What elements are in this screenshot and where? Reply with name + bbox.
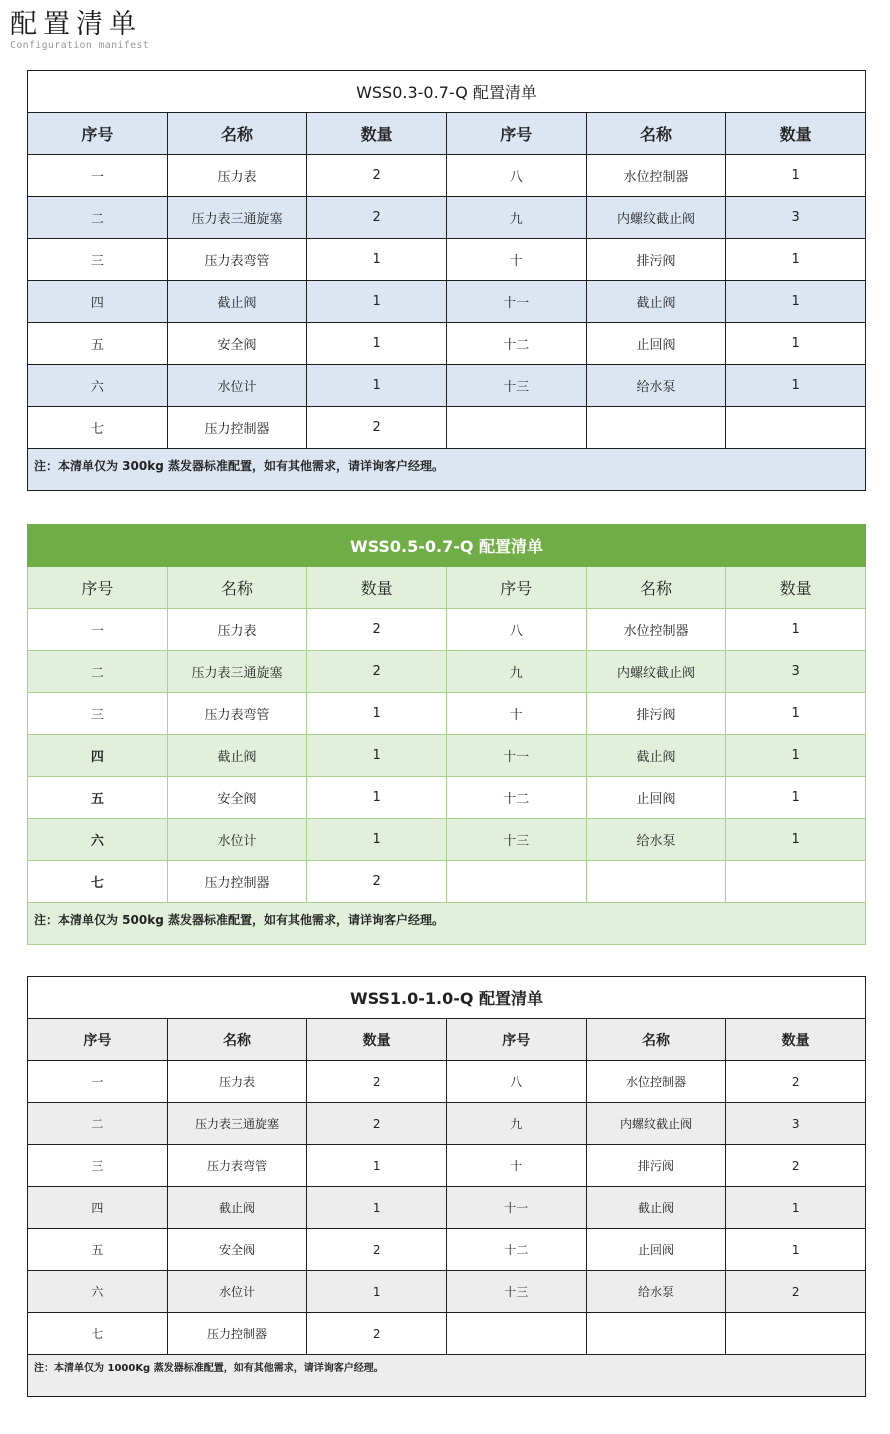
quantity-cell: 2 (307, 1061, 447, 1103)
item-name-cell: 排污阀 (586, 693, 726, 735)
seq-cell: 十 (446, 693, 586, 735)
item-name-cell: 截止阀 (586, 735, 726, 777)
table-row (28, 407, 866, 449)
item-name-cell: 压力表三通旋塞 (167, 197, 307, 239)
item-name-cell: 排污阀 (586, 1145, 726, 1187)
quantity-cell: 2 (726, 1271, 866, 1313)
seq-cell: 二 (28, 197, 168, 239)
seq-cell: 三 (28, 693, 168, 735)
item-name-cell: 水位计 (167, 819, 307, 861)
quantity-cell: 3 (726, 651, 866, 693)
column-header: 数量 (726, 113, 866, 155)
item-name-cell: 压力表三通旋塞 (167, 1103, 307, 1145)
quantity-cell: 1 (726, 239, 866, 281)
seq-cell: 十一 (446, 1187, 586, 1229)
item-name-cell: 压力控制器 (167, 407, 307, 449)
quantity-cell: 2 (307, 609, 447, 651)
seq-cell: 一 (28, 609, 168, 651)
column-header: 数量 (726, 1019, 866, 1061)
table-row (28, 1103, 866, 1145)
quantity-cell: 1 (307, 693, 447, 735)
table-note: 注：本清单仅为 1000Kg 蒸发器标准配置，如有其他需求，请详询客户经理。 (28, 1355, 866, 1397)
table-note: 注：本清单仅为 300kg 蒸发器标准配置，如有其他需求，请详询客户经理。 (28, 449, 866, 491)
seq-cell: 十一 (446, 735, 586, 777)
seq-cell: 十三 (446, 1271, 586, 1313)
quantity-cell: 1 (307, 281, 447, 323)
item-name-cell: 截止阀 (586, 281, 726, 323)
seq-cell: 六 (28, 1271, 168, 1313)
column-header: 数量 (726, 567, 866, 609)
quantity-cell: 1 (726, 735, 866, 777)
column-header: 序号 (446, 567, 586, 609)
item-name-cell: 给水泵 (586, 365, 726, 407)
quantity-cell: 3 (726, 1103, 866, 1145)
item-name-cell: 止回阀 (586, 777, 726, 819)
table-row (28, 281, 866, 323)
quantity-cell: 1 (726, 609, 866, 651)
quantity-cell: 2 (307, 651, 447, 693)
seq-cell: 九 (446, 197, 586, 239)
column-header: 数量 (307, 113, 447, 155)
table-row (28, 777, 866, 819)
seq-cell: 十 (446, 1145, 586, 1187)
seq-cell: 八 (446, 155, 586, 197)
column-header: 序号 (28, 1019, 168, 1061)
quantity-cell: 1 (307, 735, 447, 777)
item-name-cell (586, 1313, 726, 1355)
config-table-wss10 (27, 976, 866, 1397)
quantity-cell: 1 (307, 819, 447, 861)
item-name-cell: 水位控制器 (586, 1061, 726, 1103)
seq-cell (446, 407, 586, 449)
column-header: 序号 (28, 113, 168, 155)
item-name-cell: 压力控制器 (167, 861, 307, 903)
seq-cell: 十一 (446, 281, 586, 323)
item-name-cell: 水位计 (167, 1271, 307, 1313)
seq-cell (446, 1313, 586, 1355)
seq-cell: 五 (28, 323, 168, 365)
table-title-row (28, 977, 866, 1019)
table-row (28, 1229, 866, 1271)
seq-cell: 十 (446, 239, 586, 281)
item-name-cell: 安全阀 (167, 1229, 307, 1271)
config-table-wss05 (27, 524, 866, 945)
table-row (28, 365, 866, 407)
seq-cell: 九 (446, 651, 586, 693)
seq-cell: 一 (28, 155, 168, 197)
table-row (28, 1187, 866, 1229)
table-row (28, 239, 866, 281)
item-name-cell: 水位控制器 (586, 609, 726, 651)
item-name-cell: 截止阀 (167, 735, 307, 777)
seq-cell: 六 (28, 365, 168, 407)
seq-cell (446, 861, 586, 903)
table-note-row (28, 1355, 866, 1397)
table-row (28, 1061, 866, 1103)
quantity-cell (726, 1313, 866, 1355)
item-name-cell: 压力表弯管 (167, 1145, 307, 1187)
table-row (28, 609, 866, 651)
page-title: 配置清单 (10, 9, 142, 40)
item-name-cell: 内螺纹截止阀 (586, 197, 726, 239)
seq-cell: 四 (28, 281, 168, 323)
table-title: WSS1.0-1.0-Q 配置清单 (28, 977, 866, 1019)
item-name-cell: 截止阀 (167, 281, 307, 323)
item-name-cell: 压力表 (167, 1061, 307, 1103)
table-header-row (28, 567, 866, 609)
table-title-row (28, 525, 866, 567)
seq-cell: 七 (28, 1313, 168, 1355)
quantity-cell: 1 (726, 365, 866, 407)
quantity-cell: 1 (307, 1271, 447, 1313)
quantity-cell: 1 (307, 1187, 447, 1229)
column-header: 名称 (167, 1019, 307, 1061)
seq-cell: 十二 (446, 1229, 586, 1271)
item-name-cell (586, 861, 726, 903)
seq-cell: 七 (28, 407, 168, 449)
quantity-cell: 2 (307, 1229, 447, 1271)
column-header: 数量 (307, 1019, 447, 1061)
seq-cell: 六 (28, 819, 168, 861)
table-title-row (28, 71, 866, 113)
item-name-cell: 安全阀 (167, 777, 307, 819)
column-header: 序号 (446, 113, 586, 155)
quantity-cell: 3 (726, 197, 866, 239)
quantity-cell: 2 (307, 861, 447, 903)
table-row (28, 155, 866, 197)
quantity-cell: 1 (726, 693, 866, 735)
column-header: 序号 (28, 567, 168, 609)
column-header: 名称 (586, 567, 726, 609)
quantity-cell: 1 (307, 323, 447, 365)
seq-cell: 十二 (446, 777, 586, 819)
quantity-cell: 1 (726, 819, 866, 861)
seq-cell: 五 (28, 1229, 168, 1271)
seq-cell: 十二 (446, 323, 586, 365)
table-note-row (28, 449, 866, 491)
config-table-wss03 (27, 70, 866, 491)
table-header-row (28, 1019, 866, 1061)
table-row (28, 819, 866, 861)
seq-cell: 八 (446, 1061, 586, 1103)
item-name-cell: 内螺纹截止阀 (586, 651, 726, 693)
quantity-cell: 2 (307, 197, 447, 239)
table-row (28, 1313, 866, 1355)
quantity-cell: 1 (726, 777, 866, 819)
item-name-cell (586, 407, 726, 449)
table-row (28, 197, 866, 239)
quantity-cell: 1 (726, 281, 866, 323)
seq-cell: 八 (446, 609, 586, 651)
table-title: WSS0.5-0.7-Q 配置清单 (28, 525, 866, 567)
seq-cell: 一 (28, 1061, 168, 1103)
item-name-cell: 止回阀 (586, 323, 726, 365)
seq-cell: 三 (28, 1145, 168, 1187)
table-note: 注：本清单仅为 500kg 蒸发器标准配置，如有其他需求，请详询客户经理。 (28, 903, 866, 945)
quantity-cell: 2 (307, 1103, 447, 1145)
quantity-cell (726, 407, 866, 449)
item-name-cell: 压力表弯管 (167, 239, 307, 281)
seq-cell: 十三 (446, 365, 586, 407)
table-row (28, 735, 866, 777)
table-row (28, 651, 866, 693)
seq-cell: 四 (28, 735, 168, 777)
item-name-cell: 压力表弯管 (167, 693, 307, 735)
item-name-cell: 压力表 (167, 609, 307, 651)
item-name-cell: 水位计 (167, 365, 307, 407)
table-row (28, 323, 866, 365)
quantity-cell: 2 (307, 1313, 447, 1355)
quantity-cell: 1 (307, 1145, 447, 1187)
quantity-cell: 1 (307, 365, 447, 407)
quantity-cell: 2 (307, 155, 447, 197)
seq-cell: 九 (446, 1103, 586, 1145)
item-name-cell: 止回阀 (586, 1229, 726, 1271)
column-header: 数量 (307, 567, 447, 609)
quantity-cell: 2 (726, 1061, 866, 1103)
table-row (28, 861, 866, 903)
table-row (28, 1271, 866, 1313)
table-row (28, 693, 866, 735)
quantity-cell: 1 (726, 1229, 866, 1271)
column-header: 名称 (586, 113, 726, 155)
column-header: 序号 (446, 1019, 586, 1061)
quantity-cell: 1 (726, 1187, 866, 1229)
column-header: 名称 (167, 113, 307, 155)
item-name-cell: 截止阀 (586, 1187, 726, 1229)
column-header: 名称 (586, 1019, 726, 1061)
seq-cell: 二 (28, 1103, 168, 1145)
seq-cell: 四 (28, 1187, 168, 1229)
quantity-cell: 1 (726, 323, 866, 365)
item-name-cell: 压力表 (167, 155, 307, 197)
item-name-cell: 排污阀 (586, 239, 726, 281)
table-row (28, 1145, 866, 1187)
item-name-cell: 内螺纹截止阀 (586, 1103, 726, 1145)
item-name-cell: 压力表三通旋塞 (167, 651, 307, 693)
quantity-cell: 1 (307, 239, 447, 281)
quantity-cell (726, 861, 866, 903)
item-name-cell: 压力控制器 (167, 1313, 307, 1355)
quantity-cell: 1 (726, 155, 866, 197)
item-name-cell: 给水泵 (586, 819, 726, 861)
seq-cell: 五 (28, 777, 168, 819)
seq-cell: 二 (28, 651, 168, 693)
item-name-cell: 水位控制器 (586, 155, 726, 197)
seq-cell: 十三 (446, 819, 586, 861)
table-header-row (28, 113, 866, 155)
quantity-cell: 1 (307, 777, 447, 819)
quantity-cell: 2 (307, 407, 447, 449)
item-name-cell: 安全阀 (167, 323, 307, 365)
page-subtitle: Configuration manifest (10, 40, 150, 51)
seq-cell: 七 (28, 861, 168, 903)
column-header: 名称 (167, 567, 307, 609)
quantity-cell: 2 (726, 1145, 866, 1187)
item-name-cell: 截止阀 (167, 1187, 307, 1229)
item-name-cell: 给水泵 (586, 1271, 726, 1313)
table-title: WSS0.3-0.7-Q 配置清单 (28, 71, 866, 113)
table-note-row (28, 903, 866, 945)
seq-cell: 三 (28, 239, 168, 281)
